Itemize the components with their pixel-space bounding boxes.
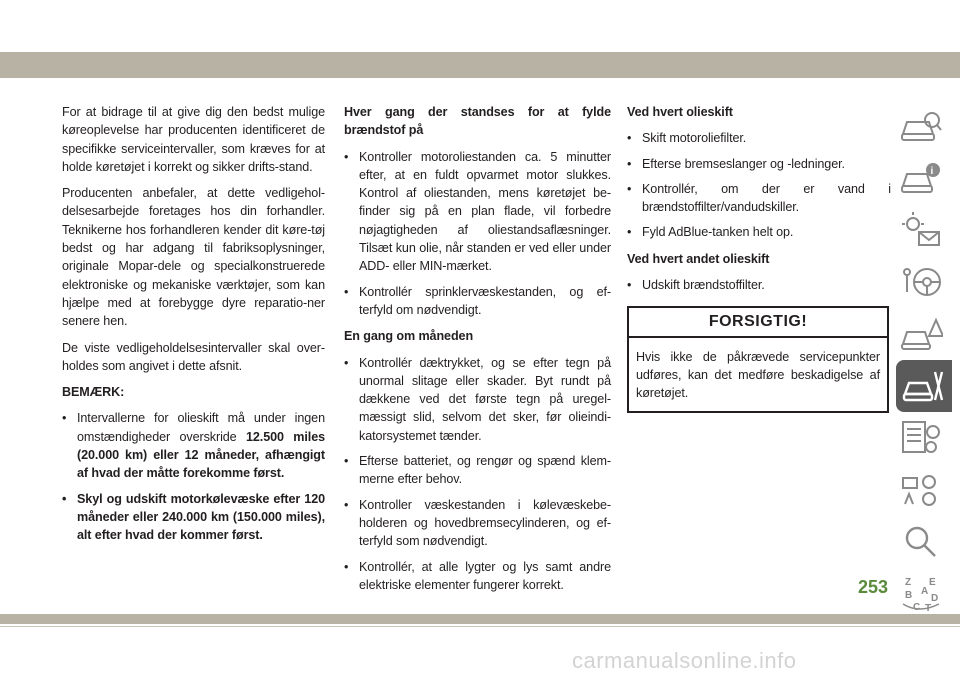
footer-line bbox=[0, 626, 960, 627]
dealer-paragraph: Producenten anbefaler, at dette vedligehol-delsesarbejde foretages hos din forhandler. Teknikerne hos forhandleren kender dit køre-tøj bedst og har adgang til fabriksoplysninger, originale Mopar-dele og specialkonstruerede elektroniske og mekaniske værktøjer, som kan hjælpe med at forebygge dyre reparatio-ner senere hen. bbox=[62, 186, 325, 329]
svg-text:C: C bbox=[913, 602, 921, 613]
svg-text:A: A bbox=[921, 586, 929, 597]
list-item: • Kontrollér, at alle lygter og lys samt andre elektriske elementer fungerer korrekt. bbox=[344, 558, 611, 595]
svg-text:B: B bbox=[905, 590, 913, 601]
caution-body: Hvis ikke de påkrævede servicepunkter udføres, kan det medføre beskadigelse af køretøjet. bbox=[636, 349, 880, 401]
intro-paragraph: For at bidrage til at give dig den bedst mulige køreoplevelse har producenten identificeret de specifikke serviceintervaller, som kræves for at holde køretøjet i korrekt og sikker drifts-stand. bbox=[62, 105, 325, 174]
oil-change-heading: Ved hvert olieskift bbox=[627, 105, 733, 119]
caution-title: FORSIGTIG! bbox=[629, 308, 887, 337]
warning-lights-icon[interactable] bbox=[896, 204, 946, 256]
column-1 bbox=[62, 103, 325, 553]
refuel-list bbox=[344, 148, 611, 320]
note-label: BEMÆRK: bbox=[62, 385, 125, 400]
specifications-icon[interactable] bbox=[896, 412, 946, 464]
intervals-paragraph: De viste vedligeholdelsesintervaller skal over-holdes som angivet i dette afsnit. bbox=[62, 340, 325, 373]
multimedia-icon[interactable] bbox=[896, 464, 946, 516]
list-item: • Kontrollér, om der er vand i brændstoffilter/vandudskiller. bbox=[627, 180, 891, 217]
second-oil-change-list bbox=[627, 276, 891, 294]
monthly-list bbox=[344, 354, 611, 595]
chapter-tabs bbox=[896, 100, 946, 620]
header-band bbox=[0, 52, 960, 78]
list-item: • Efterse bremseslanger og -ledninger. bbox=[627, 155, 891, 173]
list-item: • Skift motoroliefilter. bbox=[627, 129, 891, 147]
list-item: • Udskift brændstoffilter. bbox=[627, 276, 891, 294]
svg-text:i: i bbox=[930, 166, 934, 177]
oil-change-list bbox=[627, 129, 891, 241]
list-item: • Kontroller motoroliestanden ca. 5 minutter efter, at en fuldt opvarmet motor slukkes. Kontrol af oliestanden, mens køretøjet be-finder sig på en plan flade, vil forbedre nøjagtigheden af oliestandsaflæsninger. Tilsæt kun olie, når standen er ved eller under ADD- eller MIN-mærket. bbox=[344, 148, 611, 276]
svg-text:E: E bbox=[929, 577, 936, 588]
top-strip bbox=[0, 44, 960, 52]
list-item: • Efterse batteriet, og rengør og spænd klem-merne efter behov. bbox=[344, 452, 611, 489]
note-item-oil-text: Intervallerne for olieskift må under ingen omstændigheder overskride bbox=[77, 411, 325, 444]
page-number: 253 bbox=[858, 577, 889, 597]
note-list bbox=[62, 409, 325, 544]
list-item: • Kontroller væskestanden i kølevæskebe-holderen og hovedbremsecylinderen, og ef-terfyld som nødvendigt. bbox=[344, 496, 611, 551]
monthly-heading: En gang om måneden bbox=[344, 329, 474, 344]
car-breakdown-icon[interactable] bbox=[896, 308, 946, 360]
car-info-icon[interactable] bbox=[896, 152, 946, 204]
airbag-steering-icon[interactable] bbox=[896, 256, 946, 308]
car-inspection-icon[interactable] bbox=[896, 100, 946, 152]
column-2 bbox=[344, 103, 611, 602]
note-item-oil bbox=[62, 409, 325, 482]
car-maintenance-icon[interactable] bbox=[896, 360, 952, 412]
caution-box bbox=[627, 306, 889, 412]
list-item: • Fyld AdBlue-tanken helt op. bbox=[627, 223, 891, 241]
note-item-oil-bold: 12.500 miles (20.000 km) eller 12 måneder, afhængigt af hvad der måtte forekomme først. bbox=[77, 429, 325, 481]
list-item: • Kontrollér dæktrykket, og se efter tegn på unormal slitage eller skader. Byt rundt på dækkene ved det første tegn på uregel-mæssigt slid, selvom det sker, før olieindi-katorsystemet tænder. bbox=[344, 354, 611, 445]
svg-text:T: T bbox=[925, 603, 932, 614]
footer-band bbox=[0, 614, 960, 624]
note-item-coolant: • Skyl og udskift motorkølevæske efter 120 måneder eller 240.000 km (150.000 miles), alt efter hvad der kommer først. bbox=[62, 490, 325, 545]
watermark: carmanualsonline.info bbox=[572, 648, 797, 673]
refuel-heading: Hver gang der standses for at fylde brændstof på bbox=[344, 105, 611, 138]
list-item: • Kontrollér sprinklervæskestanden, og ef-terfyld om nødvendigt. bbox=[344, 283, 611, 320]
svg-text:D: D bbox=[931, 593, 939, 604]
column-3 bbox=[627, 103, 891, 413]
search-icon[interactable] bbox=[896, 516, 946, 568]
index-icon[interactable] bbox=[896, 568, 946, 620]
svg-text:Z: Z bbox=[905, 577, 912, 588]
second-oil-change-heading: Ved hvert andet olieskift bbox=[627, 251, 770, 266]
